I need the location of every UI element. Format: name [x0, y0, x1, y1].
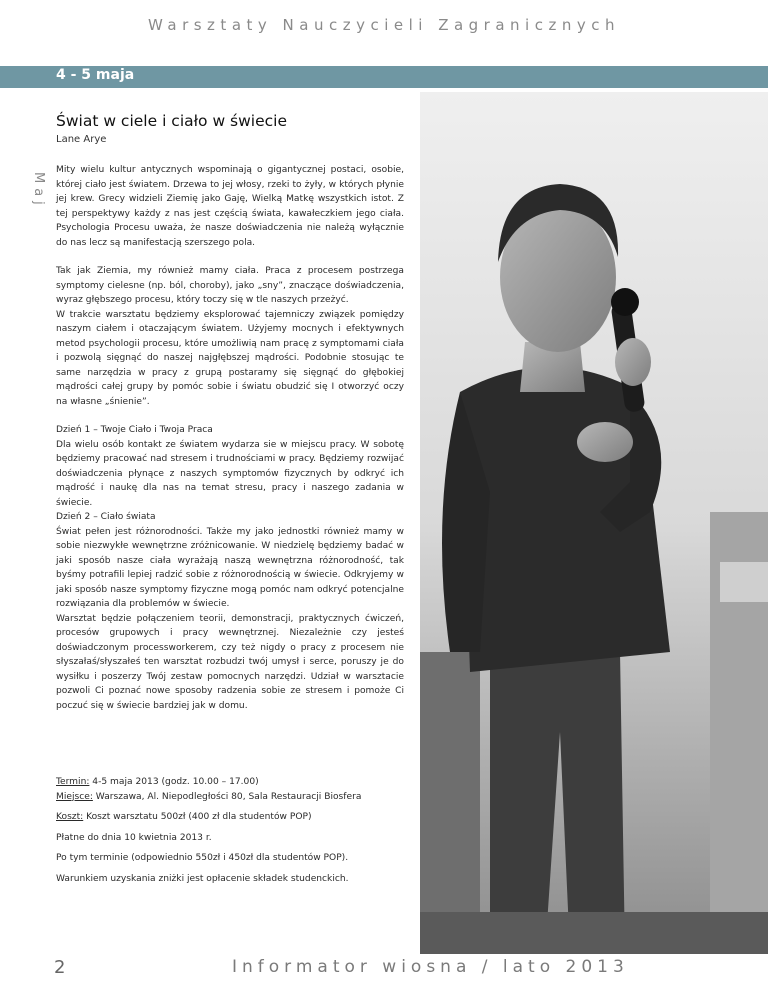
- article-body: [56, 163, 404, 713]
- late-payment: Po tym terminie (odpowiednio 550zł i 450zł dla studentów POP).: [56, 853, 349, 863]
- paragraph-summary: Warsztat będzie połączeniem teorii, demonstracji, praktycznych ćwiczeń, procesów grupowych i pracy wewnętrznej. Niezależnie czy jesteś doświadczonym processworkerem, czy też nigdy o pracy z procesem nie słyszałaś/słyszałeś ten warsztat rozbudzi twój umysł i serce, poruszy je do wysiłku i poszerzy Twój zestaw pomocnych narzędzi. Udział w warsztacie pozwoli Ci poznać nowe sposoby radzenia sobie ze stresem i pomoże Ci poczuć się w świecie bardziej jak w domu.: [56, 613, 404, 711]
- cost-label: Koszt:: [56, 812, 84, 822]
- day-2-heading: Dzień 2 – Ciało świata: [56, 512, 156, 522]
- date-banner: [0, 66, 768, 88]
- paragraph-intro: Mity wielu kultur antycznych wspominają o gigantycznej postaci, osobie, której ciało jest światem. Drzewa to jej włosy, rzeki to żyły, w których płynie jej krew. Grecy widzieli Ziemię jako Gaję, Wielką Matkę wszystkich istot. Z tej perspektywy każdy z nas jest częścią świata, kawałeczkiem jego ciała. Psychologia Procesu uważa, że nasze doświadczenia nie należą wyłącznie do nas lecz są manifestacją szerszego pola.: [56, 165, 404, 248]
- place-line: [56, 790, 406, 805]
- place-value: Warszawa, Al. Niepodległości 80, Sala Restauracji Biosfera: [92, 791, 362, 802]
- day-2-text: Świat pełen jest różnorodności. Także my jako jednostki również mamy w sobie niezwykłe wewnętrzne zróżnicowanie. W niedzielę będziemy badać w jaki sposób nasze ciała wyrażają naszą wewnętrzna różnorodność, tak byśmy potrafili lepiej radzić sobie z różnorodnością w świecie. Odkryjemy w jaki sposób nasze symptomy fizyczne mogą pomóc nam odkryć potencjalne rozwiązania dla problemów w świecie.: [56, 526, 404, 609]
- speaker-photo: [420, 92, 768, 954]
- side-month-label: Maj: [31, 172, 46, 210]
- day-1-text: Dla wielu osób kontakt ze światem wydarza sie w miejscu pracy. W sobotę będziemy pracować nad stresem i trudnościami w pracy. Będziemy rozwijać doświadczenia płynące z naszych symptomów fizycznych by odkryć ich mądrość i naukę dla nas na temat stresu, pracy i naszego zadania w świecie.: [56, 439, 404, 508]
- page-number: 2: [54, 957, 66, 978]
- article-title: Świat w ciele i ciało w świecie: [56, 112, 288, 130]
- workshop-details: [56, 775, 406, 886]
- day-1-heading: Dzień 1 – Twoje Ciało i Twoja Praca: [56, 425, 213, 435]
- footer-title: Informator wiosna / lato 2013: [232, 957, 629, 977]
- paragraph-workshop: W trakcie warsztatu będziemy eksplorować tajemniczy związek pomiędzy naszym ciałem i otaczającym światem. Użyjemy mocnych i efektywnych metod psychologii procesu, które umożliwią nam pracę z symptomami ciała i pozwolą sięgnąć do naszej najgłębszej mądrości. Podobnie stosując te same narzędzia w pracy z grupą postaramy się sięgnąć do głębokiej mądrości całej grupy by pomóc sobie i światu obudzić się I otworzyć oczy na własne „śnienie”.: [56, 309, 404, 407]
- term-line: [56, 775, 406, 790]
- cost-line: [56, 810, 406, 825]
- discount-condition: Warunkiem uzyskania zniżki jest opłacenie składek studenckich.: [56, 873, 349, 884]
- date-banner-label: 4 - 5 maja: [56, 67, 135, 83]
- paragraph-body-symptoms: Tak jak Ziemia, my również mamy ciała. Praca z procesem postrzega symptomy cielesne (np. ból, choroby), jako „sny”, znaczące doświadczenia, wyraz głębszego procesu, który toczy się w tle naszych przeżyć.: [56, 266, 404, 305]
- term-label: Termin:: [56, 777, 90, 787]
- article-author: Lane Arye: [56, 134, 107, 145]
- cost-value: Koszt warsztatu 500zł (400 zł dla studentów POP): [83, 812, 312, 822]
- header-title: Warsztaty Nauczycieli Zagranicznych: [148, 16, 620, 34]
- place-label: Miejsce:: [56, 791, 93, 802]
- term-value: 4-5 maja 2013 (godz. 10.00 – 17.00): [89, 777, 259, 787]
- payment-deadline: Płatne do dnia 10 kwietnia 2013 r.: [56, 832, 212, 843]
